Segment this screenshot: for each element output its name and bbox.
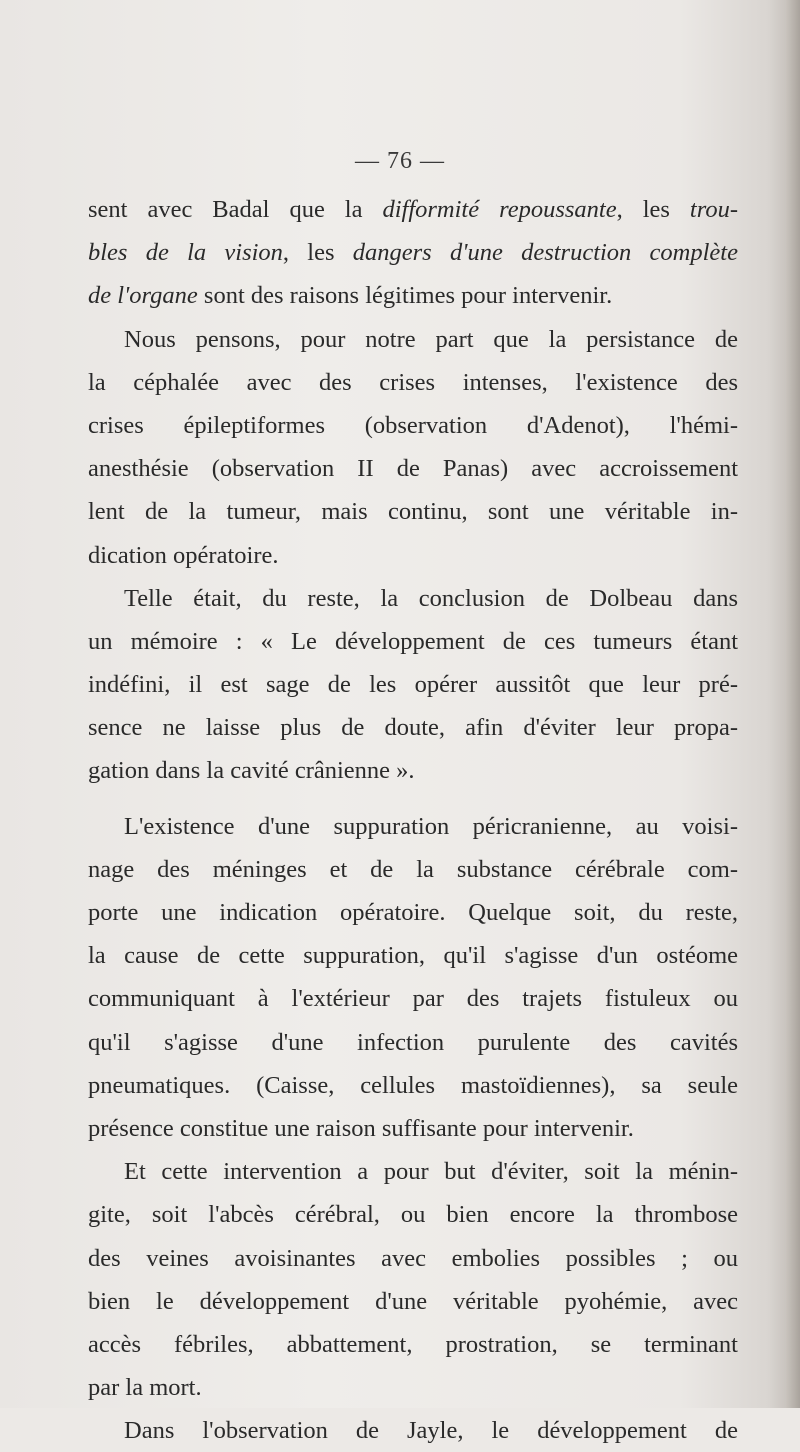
text-line: L'existence d'une suppuration péricranienne, au voisi- — [124, 812, 738, 840]
text-line: la céphalée avec des crises intenses, l'existence des — [88, 368, 738, 396]
text-line: sent avec Badal que la difformité repoussante, les trou- — [88, 196, 738, 223]
text-line: anesthésie (observation II de Panas) avec accroissement — [88, 455, 738, 483]
text-line: accès fébriles, abbattement, prostration, se terminant — [88, 1330, 738, 1358]
text-line: bles de la vision, les dangers d'une destruction complète — [88, 239, 738, 267]
paragraph-6 — [88, 1409, 738, 1452]
body-text — [88, 188, 738, 1452]
paragraph-2 — [88, 318, 738, 577]
text-line: de l'organe sont des raisons légitimes pour intervenir. — [88, 282, 613, 310]
text-line: dication opératoire. — [88, 541, 279, 569]
text-line: Dans l'observation de Jayle, le développement de — [124, 1417, 738, 1445]
paragraph-5 — [88, 1150, 738, 1409]
text-line: lent de la tumeur, mais continu, sont une véritable in- — [88, 498, 738, 526]
text-line: Telle était, du reste, la conclusion de Dolbeau dans — [124, 584, 738, 612]
text-line: Et cette intervention a pour but d'éviter, soit la ménin- — [124, 1158, 738, 1186]
page-number: — 76 — — [355, 148, 445, 174]
text-line: présence constitue une raison suffisante pour intervenir. — [88, 1114, 634, 1142]
paragraph-4 — [88, 805, 738, 1151]
text-line: communiquant à l'extérieur par des trajets fistuleux ou — [88, 985, 738, 1013]
text-line: qu'il s'agisse d'une infection purulente des cavités — [88, 1028, 738, 1056]
text-line: des veines avoisinantes avec embolies possibles ; ou — [88, 1244, 738, 1272]
text-line: nage des méninges et de la substance cérébrale com- — [88, 855, 738, 883]
text-line: la cause de cette suppuration, qu'il s'agisse d'un ostéome — [88, 942, 738, 970]
text-line: indéfini, il est sage de les opérer aussitôt que leur pré- — [88, 671, 738, 699]
paragraph-3 — [88, 577, 738, 793]
text-line: bien le développement d'une véritable pyohémie, avec — [88, 1287, 738, 1315]
paragraph-1 — [88, 188, 738, 318]
text-line: gation dans la cavité crânienne ». — [88, 757, 415, 785]
page-edge-shadow — [786, 0, 800, 1408]
text-line: sence ne laisse plus de doute, afin d'éviter leur propa- — [88, 714, 738, 742]
text-line: pneumatiques. (Caisse, cellules mastoïdiennes), sa seule — [88, 1071, 738, 1099]
text-line: Nous pensons, pour notre part que la persistance de — [124, 325, 738, 353]
text-line: crises épileptiformes (observation d'Adenot), l'hémi- — [88, 411, 738, 439]
text-line: par la mort. — [88, 1374, 202, 1402]
text-line: porte une indication opératoire. Quelque soit, du reste, — [88, 899, 738, 926]
text-line: un mémoire : « Le développement de ces tumeurs étant — [88, 627, 738, 655]
text-line: gite, soit l'abcès cérébral, ou bien encore la thrombose — [88, 1201, 738, 1229]
paragraph-gap — [88, 793, 738, 805]
